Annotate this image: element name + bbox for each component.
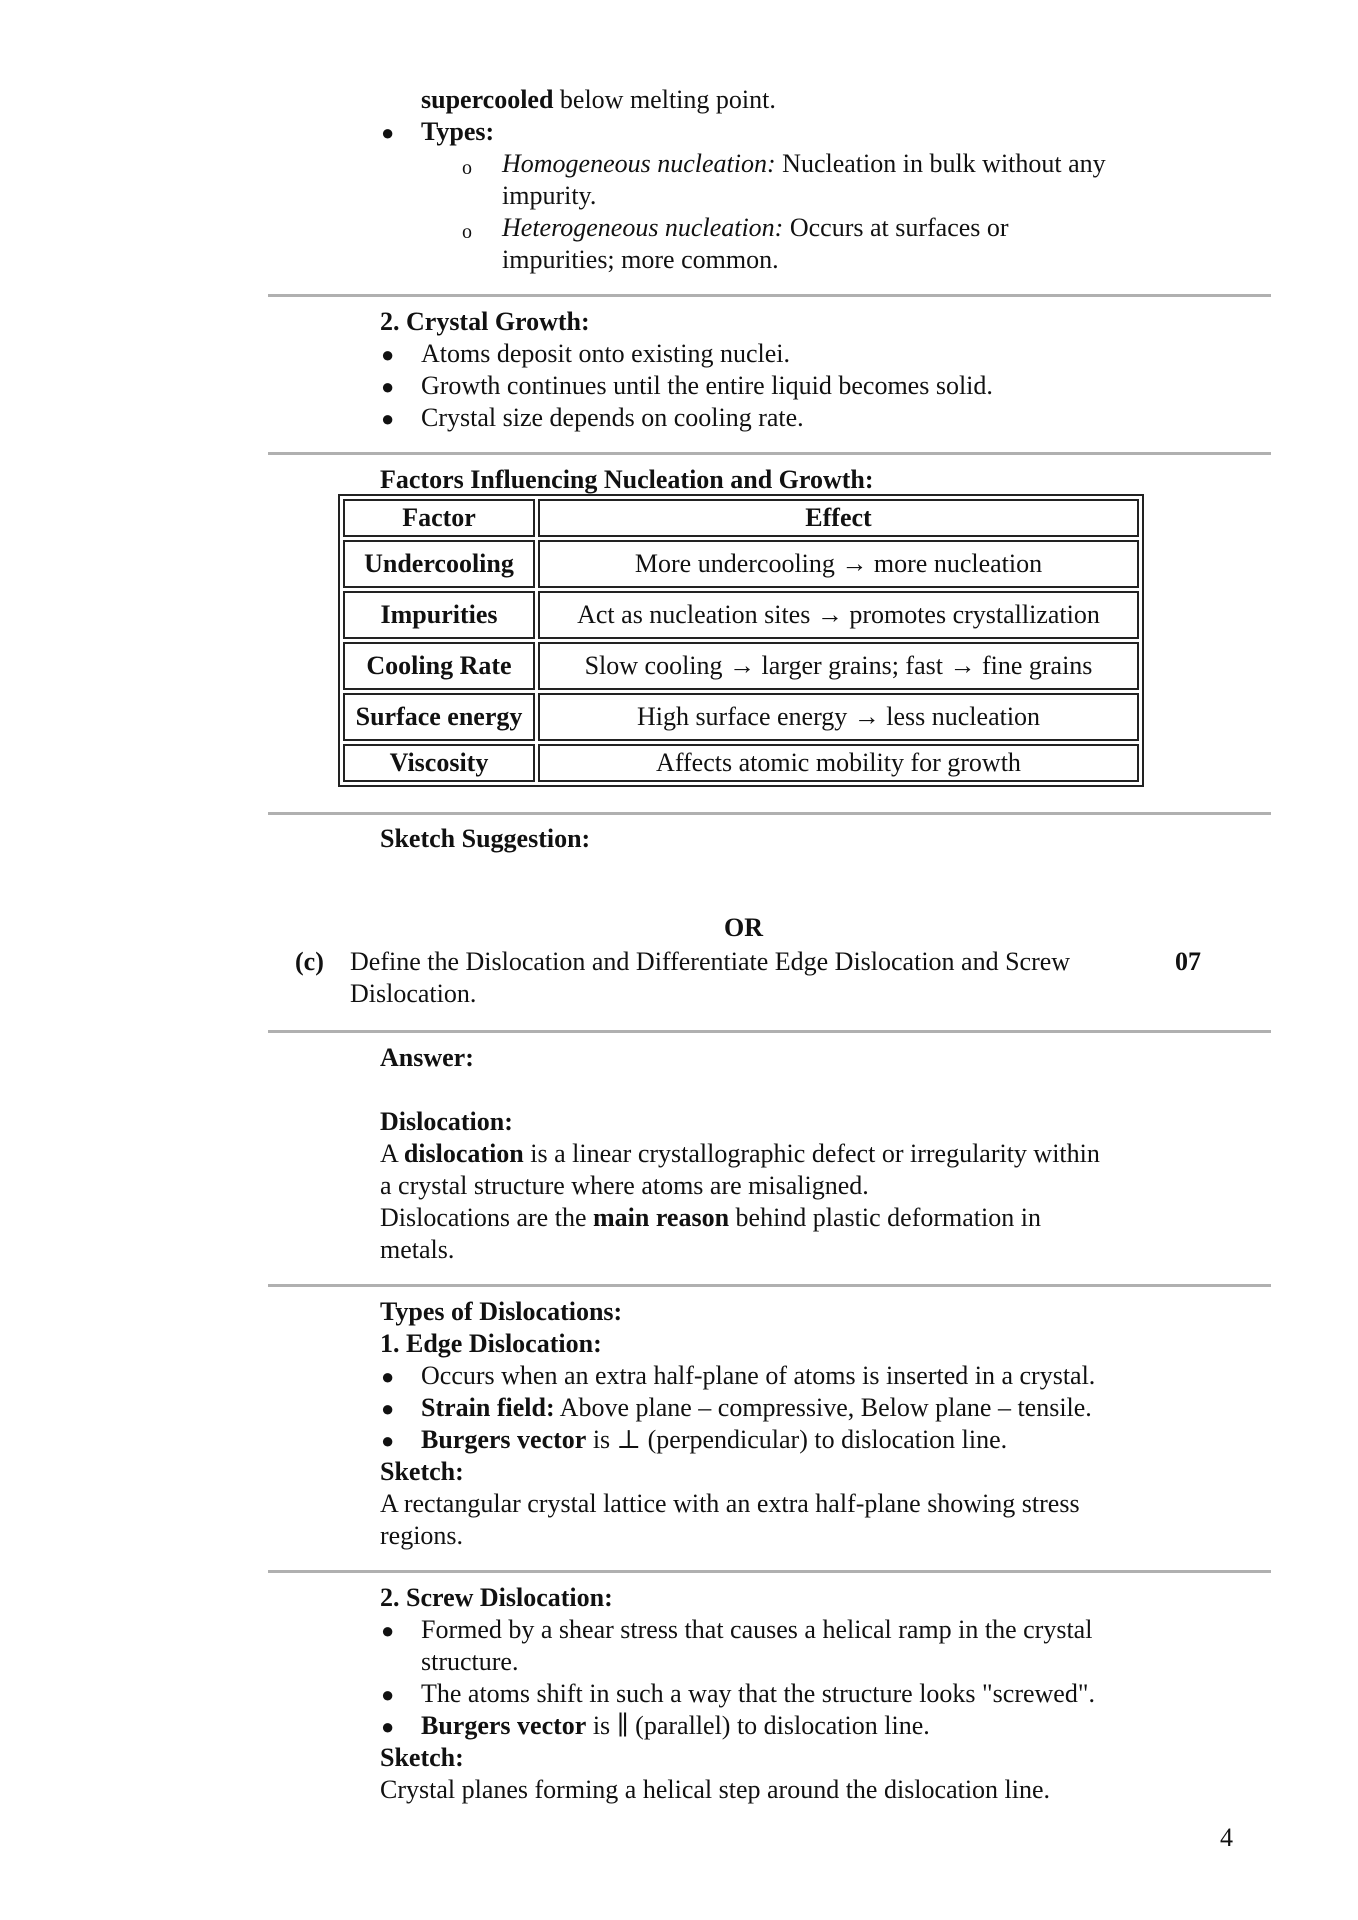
or-label: OR [724,913,763,942]
effect-cell: High surface energy → less nucleation [538,693,1139,741]
types-label: Types: [421,117,495,146]
section-divider [268,294,1271,297]
definition-cont: a crystal structure where atoms are misaligned. [380,1171,869,1200]
bullet-icon: ● [381,1396,395,1421]
supercooled-term: supercooled [421,85,554,114]
table-row [343,540,1139,588]
screw-item-cont: structure. [421,1647,519,1676]
section-divider [268,1570,1271,1573]
homogeneous-rest: Nucleation in bulk without any [775,149,1106,178]
table-row [343,642,1139,690]
reason-rest: behind plastic deformation in [729,1203,1041,1232]
dislocation-definition [380,1138,1100,1170]
factors-table [338,494,1144,787]
question-label: (c) [295,947,324,976]
heterogeneous-rest: Occurs at surfaces or [783,213,1009,242]
homogeneous-term: Homogeneous nucleation: [502,149,776,178]
effect-cell: Slow cooling → larger grains; fast → fine grains [538,642,1139,690]
bullet-icon: ● [381,406,395,431]
burgers-vector-rest: is ⊥ (perpendicular) to dislocation line. [586,1425,1008,1454]
screw-item: Formed by a shear stress that causes a helical ramp in the crystal [421,1615,1093,1644]
edge-sketch-text: A rectangular crystal lattice with an extra half-plane showing stress [380,1489,1080,1518]
dislocation-reason [380,1202,1041,1234]
strain-field-rest: Above plane – compressive, Below plane – tensile. [554,1393,1092,1422]
edge-sketch-text-cont: regions. [380,1521,464,1550]
sketch-suggestion-label: Sketch Suggestion: [380,824,591,853]
table-row [343,744,1139,782]
bullet-icon: ● [381,1364,395,1389]
types-title: Types of Dislocations: [380,1297,623,1326]
supercooled-line [421,84,776,116]
definition-rest: is a linear crystallographic defect or irregularity within [523,1139,1100,1168]
section-divider [268,812,1271,815]
definition-prefix: A [380,1139,404,1168]
burgers-vector-term: Burgers vector [421,1711,587,1740]
page-number: 4 [1220,1823,1233,1852]
table-header-effect: Effect [538,499,1139,537]
section-divider [268,1030,1271,1033]
bullet-icon: ● [381,1714,395,1739]
circle-bullet-icon: o [462,221,472,243]
factor-cell: Cooling Rate [343,642,535,690]
screw-item [421,1710,930,1742]
growth-item: Atoms deposit onto existing nuclei. [421,339,791,368]
factor-cell: Impurities [343,591,535,639]
heterogeneous-cont: impurities; more common. [502,245,779,274]
bullet-icon: ● [381,1682,395,1707]
edge-item [421,1424,1007,1456]
section-divider [268,1284,1271,1287]
section-divider [268,452,1271,455]
main-reason-term: main reason [593,1203,730,1232]
bullet-icon: ● [381,1618,395,1643]
burgers-vector-rest: is ∥ (parallel) to dislocation line. [586,1711,930,1740]
edge-title: 1. Edge Dislocation: [380,1329,602,1358]
dislocation-term: dislocation [403,1139,524,1168]
homogeneous-cont: impurity. [502,181,597,210]
growth-item: Crystal size depends on cooling rate. [421,403,804,432]
screw-sketch-text: Crystal planes forming a helical step around the dislocation line. [380,1775,1051,1804]
screw-sketch-label: Sketch: [380,1743,464,1772]
bullet-icon: ● [381,120,395,145]
edge-item: Occurs when an extra half-plane of atoms is inserted in a crystal. [421,1361,1096,1390]
effect-cell: More undercooling → more nucleation [538,540,1139,588]
screw-item: The atoms shift in such a way that the structure looks "screwed". [421,1679,1095,1708]
effect-cell: Affects atomic mobility for growth [538,744,1139,782]
effect-cell: Act as nucleation sites → promotes crystallization [538,591,1139,639]
reason-prefix: Dislocations are the [380,1203,593,1232]
crystal-growth-title: 2. Crystal Growth: [380,307,590,336]
screw-title: 2. Screw Dislocation: [380,1583,613,1612]
factor-cell: Viscosity [343,744,535,782]
table-row [343,591,1139,639]
strain-field-term: Strain field: [421,1393,555,1422]
edge-sketch-label: Sketch: [380,1457,464,1486]
circle-bullet-icon: o [462,157,472,179]
supercooled-rest: below melting point. [553,85,776,114]
bullet-icon: ● [381,1428,395,1453]
question-text-cont: Dislocation. [350,979,477,1008]
question-marks: 07 [1175,947,1201,976]
reason-cont: metals. [380,1235,455,1264]
table-row [343,693,1139,741]
homogeneous-item [502,148,1106,180]
bullet-icon: ● [381,342,395,367]
factor-cell: Surface energy [343,693,535,741]
edge-item [421,1392,1092,1424]
factor-cell: Undercooling [343,540,535,588]
heterogeneous-item [502,212,1009,244]
table-header-factor: Factor [343,499,535,537]
growth-item: Growth continues until the entire liquid becomes solid. [421,371,993,400]
answer-label: Answer: [380,1043,474,1072]
question-text: Define the Dislocation and Differentiate Edge Dislocation and Screw [350,947,1071,976]
heterogeneous-term: Heterogeneous nucleation: [502,213,784,242]
burgers-vector-term: Burgers vector [421,1425,587,1454]
factors-title: Factors Influencing Nucleation and Growth: [380,465,874,494]
dislocation-title: Dislocation: [380,1107,513,1136]
bullet-icon: ● [381,374,395,399]
